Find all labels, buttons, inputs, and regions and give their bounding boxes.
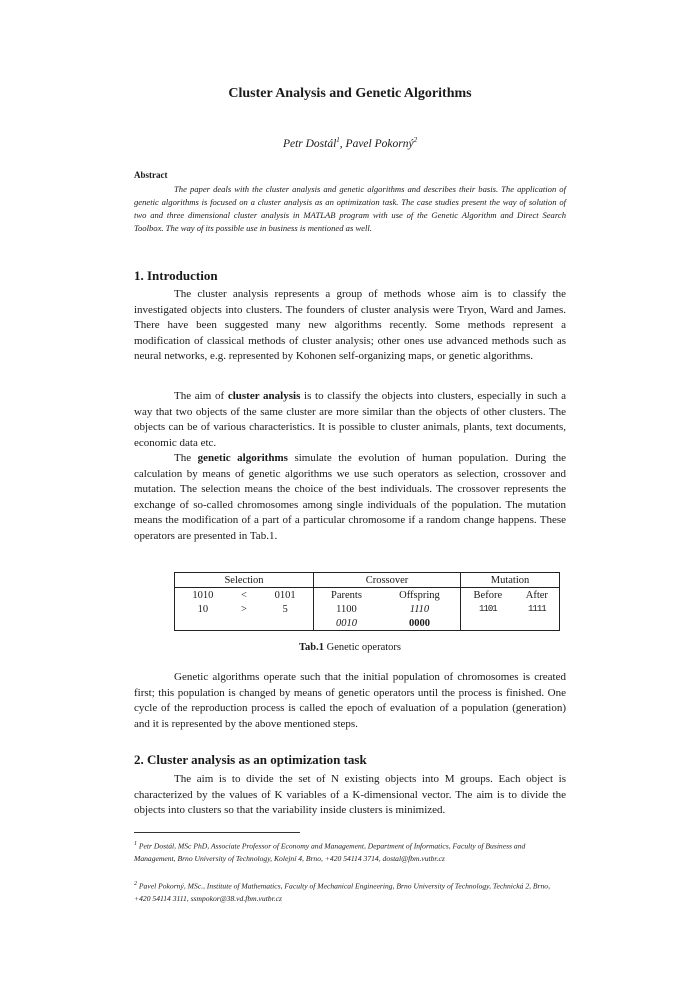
footnote-1-text: Petr Dostál, MSc PhD, Associate Professor of Economy and Management, Department of Informatics, Faculty of Business and Management, Brno University of Technology, Kolejní 4, Brno, +420 54114 3714, dostal@fbm.vutbr.cz xyxy=(134,841,526,863)
author-1-mark: 1 xyxy=(336,136,340,144)
crossover-cell: 0010 xyxy=(314,616,379,631)
p3-term-genetic-algorithms: genetic algorithms xyxy=(197,452,288,464)
table-caption xyxy=(0,642,700,653)
author-line xyxy=(0,136,700,150)
author-2-mark: 2 xyxy=(413,136,418,144)
selection-cell: 10 xyxy=(175,602,231,616)
abstract-heading: Abstract xyxy=(134,170,168,180)
paper-title: Cluster Analysis and Genetic Algorithms xyxy=(228,86,472,101)
crossover-subheader: Offspring xyxy=(399,589,440,601)
mutation-subheader: Before xyxy=(461,588,515,603)
table-caption-text: Genetic operators xyxy=(324,642,401,653)
mutation-cell: 1111 xyxy=(515,602,560,616)
genetic-operators-table xyxy=(174,572,560,631)
section-1-paragraph-4: Genetic algorithms operate such that the initial population of chromosomes is created first; this population is changed by means of genetic operators until the process is finished. One cycle of the reproduction process is called the epoch of evaluation of a population (generation) and it is represented by the above mentioned steps. xyxy=(134,671,566,730)
header-crossover: Crossover xyxy=(314,573,461,588)
table-caption-label: Tab.1 xyxy=(299,642,325,653)
footnote-2-mark: 2 xyxy=(134,881,137,887)
mutation-subheader: After xyxy=(515,588,560,603)
author-1: Petr Dostál xyxy=(282,137,337,150)
crossover-cell: 1100 xyxy=(314,602,379,616)
crossover-subheader: Parents xyxy=(314,588,379,603)
selection-cell: > xyxy=(241,603,247,615)
footnote-1 xyxy=(134,838,568,865)
abstract-text: The paper deals with the cluster analysis and genetic algorithms and describes their basis. The application of genetic algorithms is focused on a cluster analysis as an optimization task. The case studies present the way of solution of two and three dimensional cluster analysis in MATLAB program with use of the Genetic Algorithm and Direct Search Toolbox. The way of its possible use in business is mentioned as well. xyxy=(134,184,566,233)
header-mutation: Mutation xyxy=(461,573,560,588)
section-1-paragraph-3 xyxy=(134,451,566,544)
footnote-2-text: Pavel Pokorný, MSc., Institute of Mathematics, Faculty of Mechanical Engineering, Brno University of Technology, Technická 2, Brno, +420 54114 3111, ssmpokor@38.vd.fbm.vutbr.cz xyxy=(134,881,551,903)
p2-text-a: The aim of xyxy=(174,390,228,402)
p3-text-b: simulate the evolution of human population. During the calculation by means of genetic algorithms we use such operators as selection, crossover and mutation. The selection means the choice of the best individuals. The crossover represents the exchange of so-called chromosomes among single individuals of the population. The mutation means the modification of a part of a particular chromosome if a random change happens. These operators are presented in Tab.1. xyxy=(134,452,567,542)
author-2: Pavel Pokorný xyxy=(345,137,414,150)
crossover-cell: 0000 xyxy=(379,616,461,631)
selection-cell: 0101 xyxy=(274,589,296,601)
section-1-heading: 1. Introduction xyxy=(134,268,218,283)
crossover-cell: 1110 xyxy=(409,603,430,615)
selection-cell: 1010 xyxy=(175,588,231,603)
selection-cell: < xyxy=(241,589,247,601)
p2-term-cluster-analysis: cluster analysis xyxy=(227,390,301,402)
section-2-heading: 2. Cluster analysis as an optimization task xyxy=(134,752,367,767)
footnote-1-mark: 1 xyxy=(134,841,137,847)
header-selection: Selection xyxy=(175,573,314,588)
author-separator: , xyxy=(339,137,346,150)
footnote-divider xyxy=(134,832,300,833)
section-1-paragraph-2 xyxy=(134,389,566,451)
p3-text-a: The xyxy=(174,452,198,464)
p2-text-b: is to classify the objects into clusters, especially in such a way that two objects of the same cluster are more similar than the objects of other clusters. The objects can be of various characteristics. It is possible to cluster animals, plants, text documents, economic data etc. xyxy=(134,390,566,449)
selection-cell: 5 xyxy=(282,603,288,615)
footnote-2 xyxy=(134,878,568,905)
section-1-paragraph-1: The cluster analysis represents a group of methods whose aim is to classify the investigated objects into clusters. The founders of cluster analysis were Tryon, Ward and James. There have been suggested many new algorithms recently. Some methods represent a modification of classical methods of cluster analysis; other ones use advanced methods such as neural networks, e.g. represented by Kohonen self-organizing maps, or genetic algorithms. xyxy=(134,288,566,362)
mutation-cell: 1101 xyxy=(461,602,515,616)
section-2-paragraph-1: The aim is to divide the set of N existing objects into M groups. Each object is characterized by the values of K variables of a K-dimensional vector. The aim is to divide the objects into clusters so that the variability inside clusters is minimized. xyxy=(134,773,566,816)
